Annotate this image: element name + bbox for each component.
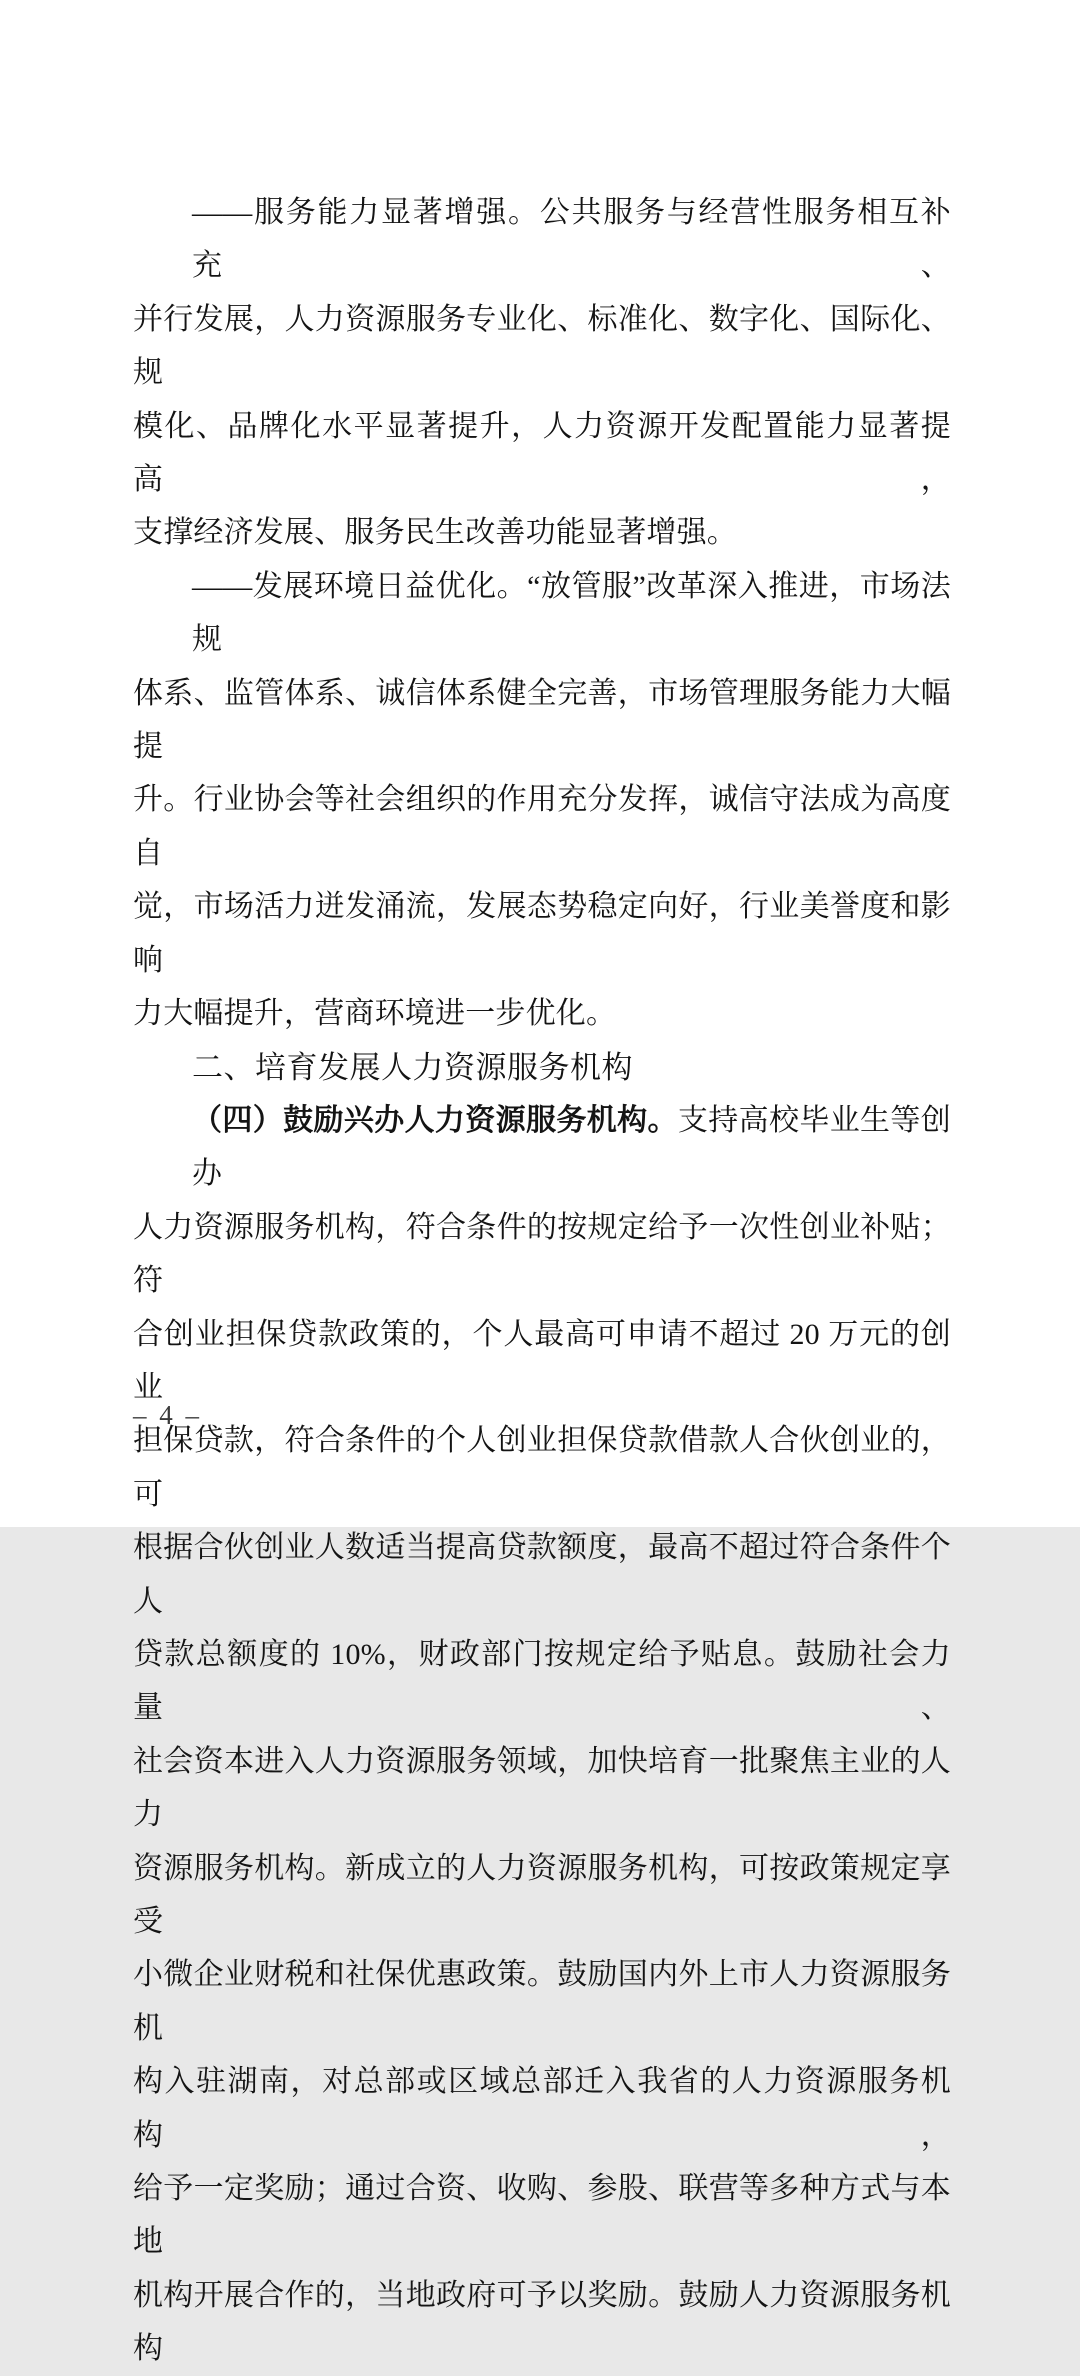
para-service-capability bbox=[133, 186, 951, 560]
page-number: – 4 – bbox=[133, 1400, 202, 1430]
text-run: 小微企业财税和社保优惠政策。鼓励国内外上市人力资源服务机 bbox=[133, 1958, 951, 2045]
text-line bbox=[133, 506, 951, 559]
text-run: 支持高校毕业生等创办 bbox=[192, 1103, 951, 1191]
text-line bbox=[133, 2269, 951, 2376]
text-line bbox=[133, 667, 951, 774]
text-line bbox=[133, 400, 951, 507]
text-run: 并行发展，人力资源服务专业化、标准化、数字化、国际化、规 bbox=[133, 302, 951, 390]
text-line bbox=[133, 1094, 951, 1201]
text-run: 机构开展合作的，当地政府可予以奖励。鼓励人力资源服务机构 bbox=[133, 2278, 951, 2366]
text-run: 贷款总额度的 10%，财政部门按规定给予贴息。鼓励社会力量、 bbox=[133, 1637, 951, 1725]
text-line bbox=[133, 2162, 951, 2269]
text-run: 给予一定奖励；通过合资、收购、参股、联营等多种方式与本地 bbox=[133, 2172, 951, 2259]
para-item-4-encourage-hr-agencies bbox=[133, 1094, 951, 2376]
text-line bbox=[133, 1628, 951, 1735]
text-line bbox=[133, 773, 951, 880]
bold-run: （四）鼓励兴办人力资源服务机构。 bbox=[192, 1103, 678, 1137]
text-run: 资源服务机构。新成立的人力资源服务机构，可按政策规定享受 bbox=[133, 1851, 951, 1938]
text-run: 二、培育发展人力资源服务机构 bbox=[192, 1049, 633, 1085]
text-line bbox=[133, 1948, 951, 2055]
text-line bbox=[133, 293, 951, 400]
text-line bbox=[133, 1308, 951, 1415]
text-run: 模化、品牌化水平显著提升，人力资源开发配置能力显著提高， bbox=[133, 409, 951, 497]
text-run: 体系、监管体系、诚信体系健全完善，市场管理服务能力大幅提 bbox=[133, 676, 951, 764]
text-line bbox=[133, 1735, 951, 1842]
text-run: 支撑经济发展、服务民生改善功能显著增强。 bbox=[133, 516, 737, 550]
text-line bbox=[133, 1414, 951, 1521]
text-run: 构入驻湖南，对总部或区域总部迁入我省的人力资源服务机构， bbox=[133, 2065, 951, 2152]
text-run: 升。行业协会等社会组织的作用充分发挥，诚信守法成为高度自 bbox=[133, 783, 951, 870]
text-line bbox=[133, 2055, 951, 2162]
text-line bbox=[133, 987, 951, 1040]
text-line bbox=[133, 1201, 951, 1308]
text-run: 觉，市场活力迸发涌流，发展态势稳定向好，行业美誉度和影响 bbox=[133, 890, 951, 977]
section-heading-2 bbox=[133, 1041, 951, 1094]
text-run: ——发展环境日益优化。“放管服”改革深入推进，市场法规 bbox=[192, 569, 951, 657]
text-line bbox=[133, 1041, 951, 1094]
text-run: ——服务能力显著增强。公共服务与经营性服务相互补充、 bbox=[192, 196, 951, 283]
text-line bbox=[133, 560, 951, 667]
text-line bbox=[133, 880, 951, 987]
text-run: 担保贷款，符合条件的个人创业担保贷款借款人合伙创业的，可 bbox=[133, 1424, 951, 1511]
text-run: 根据合伙创业人数适当提高贷款额度，最高不超过符合条件个人 bbox=[133, 1531, 951, 1618]
para-development-environment bbox=[133, 560, 951, 1041]
text-run: 力大幅提升，营商环境进一步优化。 bbox=[133, 997, 617, 1031]
text-line bbox=[133, 1521, 951, 1628]
document-body bbox=[133, 186, 951, 2376]
text-run: 合创业担保贷款政策的，个人最高可申请不超过 20 万元的创业 bbox=[133, 1317, 951, 1404]
text-run: 人力资源服务机构，符合条件的按规定给予一次性创业补贴；符 bbox=[133, 1210, 951, 1298]
text-line bbox=[133, 1842, 951, 1949]
text-run: 社会资本进入人力资源服务领域，加快培育一批聚焦主业的人力 bbox=[133, 1744, 951, 1832]
text-line bbox=[133, 186, 951, 293]
